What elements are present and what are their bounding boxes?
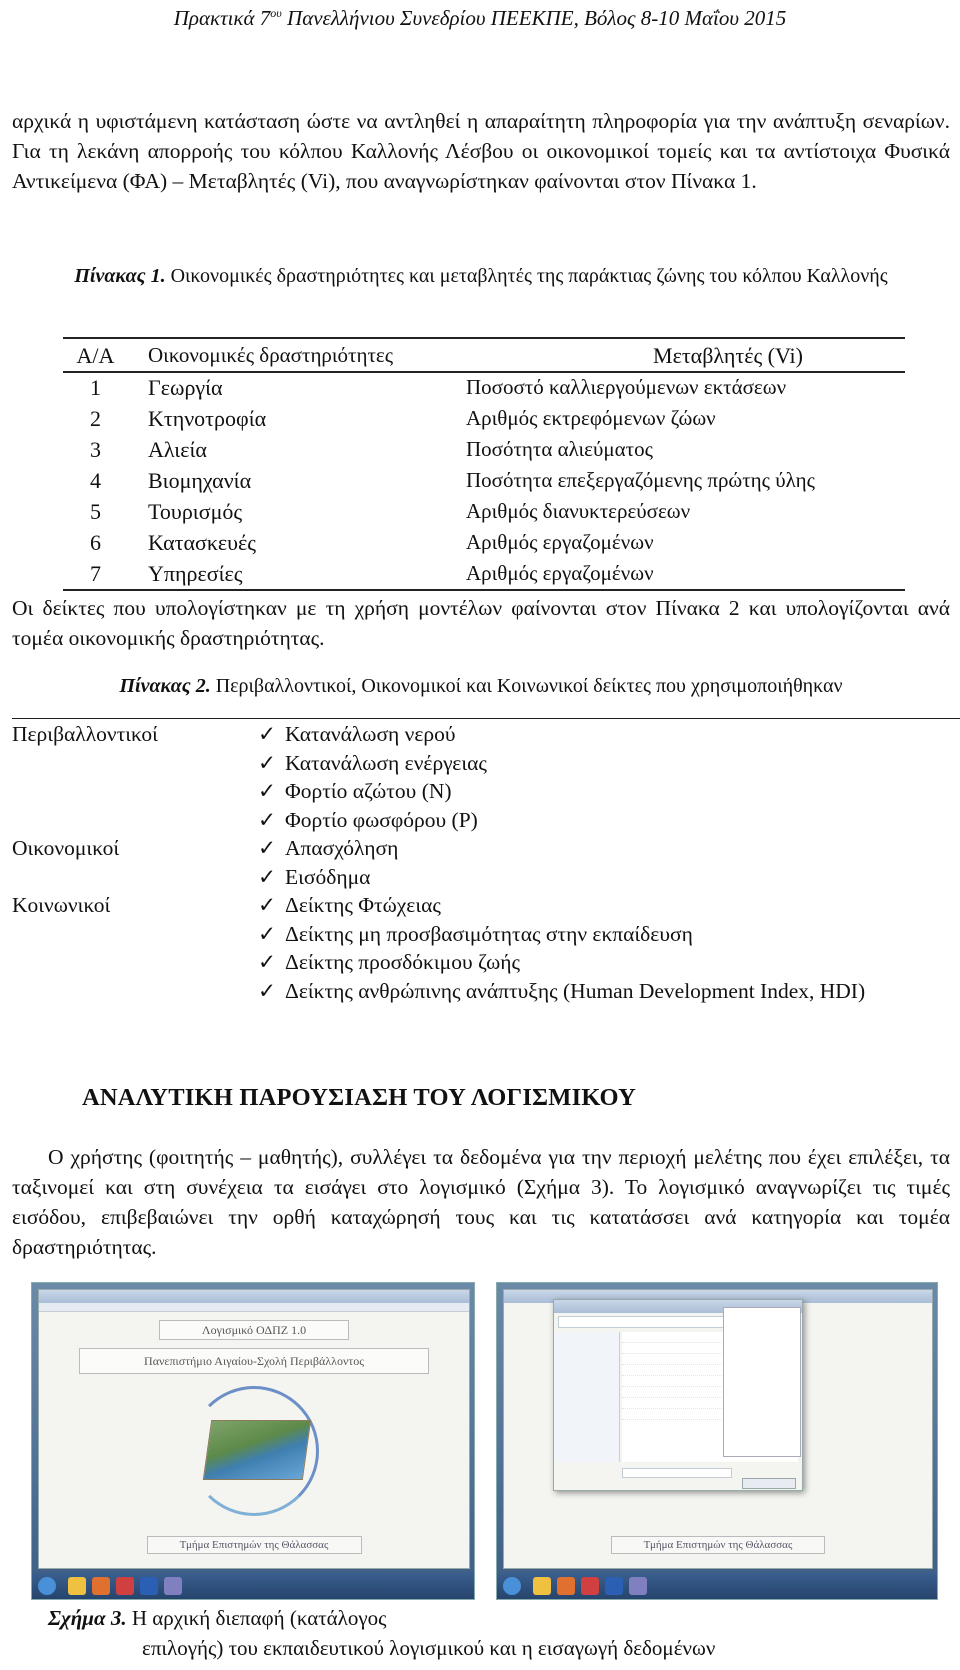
taskbar bbox=[497, 1573, 937, 1599]
indicator-item: Δείκτης Φτώχειας bbox=[285, 893, 441, 917]
check-icon: ✓ bbox=[258, 893, 277, 917]
row-activity: Γεωργία bbox=[148, 375, 223, 400]
indicator-item: Φορτίο αζώτου (N) bbox=[285, 779, 452, 803]
header-text-rest: Πανελλήνιου Συνεδρίου ΠΕΕΚΠΕ, Βόλος 8-10 Μαΐου 2015 bbox=[281, 6, 787, 30]
row-variable: Αριθμός εκτρεφόμενων ζώων bbox=[466, 406, 716, 430]
table-row bbox=[63, 496, 903, 527]
table-row bbox=[63, 434, 903, 465]
row-variable: Ποσοστό καλλιεργούμενων εκτάσεων bbox=[466, 375, 787, 399]
window-menubar bbox=[39, 1303, 469, 1312]
folder-icon bbox=[68, 1577, 86, 1595]
indicator-item: Δείκτης μη προσβασιμότητας στην εκπαίδευση bbox=[285, 921, 693, 946]
row-index: 2 bbox=[90, 406, 101, 431]
media-icon bbox=[557, 1577, 575, 1595]
middle-paragraph: Οι δείκτες που υπολογίστηκαν με τη χρήση μοντέλων φαίνονται στον Πίνακα 2 και υπολογίζονται ανά τομέα οικονομικής δραστηριότητας. bbox=[12, 596, 950, 650]
row-activity: Κτηνοτροφία bbox=[148, 406, 267, 431]
table2-top-rule bbox=[12, 718, 960, 719]
table2-caption-label: Πίνακας 2. bbox=[119, 675, 211, 697]
category-economic: Οικονομικοί bbox=[12, 836, 120, 860]
table2-caption-text: Περιβαλλοντικοί, Οικονομικοί και Κοινωνικοί δείκτες που χρησιμοποιήθηκαν bbox=[210, 675, 843, 697]
app-icon-2 bbox=[164, 1577, 182, 1595]
list-item bbox=[12, 863, 950, 892]
indicator-item: Εισόδημα bbox=[285, 864, 371, 889]
folder-icon bbox=[533, 1577, 551, 1595]
table-row bbox=[63, 558, 903, 589]
check-icon: ✓ bbox=[258, 779, 277, 803]
row-index: 5 bbox=[90, 499, 101, 524]
university-box bbox=[79, 1348, 429, 1374]
row-index: 3 bbox=[90, 437, 101, 462]
row-index: 6 bbox=[90, 530, 101, 555]
section-heading: ΑΝΑΛΥΤΙΚΗ ΠΑΡΟΥΣΙΑΣΗ ΤΟΥ ΛΟΓΙΣΜΙΚΟΥ bbox=[82, 1084, 637, 1111]
start-button-icon bbox=[38, 1577, 56, 1595]
indicator-item: Δείκτης ανθρώπινης ανάπτυξης (Human Development Index, HDI) bbox=[285, 978, 866, 1003]
row-activity: Τουρισμός bbox=[148, 499, 243, 524]
list-item bbox=[12, 948, 950, 977]
row-variable: Ποσότητα επεξεργαζόμενης πρώτης ύλης bbox=[466, 468, 815, 492]
table1-caption bbox=[12, 262, 950, 290]
start-button-icon bbox=[503, 1577, 521, 1595]
indicator-item: Απασχόληση bbox=[285, 836, 399, 860]
table1-header-row bbox=[63, 340, 903, 371]
app-icon bbox=[116, 1577, 134, 1595]
check-icon: ✓ bbox=[258, 921, 277, 946]
table1 bbox=[63, 340, 903, 371]
dialog-sidebar[interactable] bbox=[554, 1332, 620, 1462]
indicator-item: Φορτίο φωσφόρου (P) bbox=[285, 807, 478, 832]
figure3-caption-line1 bbox=[48, 1604, 386, 1632]
app-icon-2 bbox=[629, 1577, 647, 1595]
row-activity: Υπηρεσίες bbox=[148, 561, 243, 586]
word-icon bbox=[140, 1577, 158, 1595]
category-environmental: Περιβαλλοντικοί bbox=[12, 722, 158, 746]
table1-caption-label: Πίνακας 1. bbox=[74, 265, 166, 287]
check-icon: ✓ bbox=[258, 836, 277, 860]
row-activity: Κατασκευές bbox=[148, 530, 256, 555]
check-icon: ✓ bbox=[258, 807, 277, 832]
indicator-item: Δείκτης προσδόκιμου ζωής bbox=[285, 950, 520, 974]
indicator-item: Κατανάλωση νερού bbox=[285, 722, 456, 746]
table-row bbox=[63, 372, 903, 403]
list-item bbox=[12, 891, 950, 920]
data-file-preview bbox=[723, 1307, 801, 1457]
table2-caption bbox=[12, 672, 950, 700]
app-name-box bbox=[159, 1320, 349, 1340]
row-variable: Αριθμός διανυκτερεύσεων bbox=[466, 499, 691, 523]
screenshot-software-start bbox=[31, 1282, 475, 1600]
row-variable: Αριθμός εργαζομένων bbox=[466, 561, 654, 585]
figure3-caption-line2: επιλογής) του εκπαιδευτικού λογισμικού και η εισαγωγή δεδομένων bbox=[142, 1636, 716, 1660]
figure3-label: Σχήμα 3. bbox=[48, 1606, 127, 1630]
check-icon: ✓ bbox=[258, 722, 277, 746]
table1-body bbox=[63, 372, 903, 589]
list-item bbox=[12, 806, 950, 835]
check-icon: ✓ bbox=[258, 950, 277, 974]
table1-bottom-rule bbox=[63, 589, 905, 591]
dialog-filename-input[interactable] bbox=[622, 1468, 732, 1478]
list-item bbox=[12, 977, 950, 1033]
row-index: 1 bbox=[90, 375, 101, 400]
check-icon: ✓ bbox=[258, 864, 277, 889]
list-item bbox=[12, 720, 950, 749]
row-activity: Αλιεία bbox=[148, 437, 207, 462]
table1-caption-text: Οικονομικές δραστηριότητες και μεταβλητές της παράκτιας ζώνης του κόλπου Καλλονής bbox=[165, 265, 888, 287]
app-window bbox=[38, 1289, 470, 1569]
dialog-open-button[interactable] bbox=[742, 1478, 796, 1489]
app-icon bbox=[581, 1577, 599, 1595]
window-titlebar bbox=[39, 1290, 469, 1303]
row-activity: Βιομηχανία bbox=[148, 468, 252, 493]
table1-header-index: Α/Α bbox=[76, 343, 115, 368]
header-text: Πρακτικά 7 bbox=[173, 6, 271, 30]
table-row bbox=[63, 527, 903, 558]
figure3-text: Η αρχική διεπαφή (κατάλογος bbox=[126, 1606, 387, 1630]
taskbar bbox=[32, 1573, 474, 1599]
university-name: Πανεπιστήμιο Αιγαίου-Σχολή Περιβάλλοντος bbox=[144, 1354, 364, 1368]
row-variable: Αριθμός εργαζομένων bbox=[466, 530, 654, 554]
table-row bbox=[63, 403, 903, 434]
landscape-illustration bbox=[203, 1420, 311, 1480]
row-index: 4 bbox=[90, 468, 101, 493]
list-item bbox=[12, 834, 950, 863]
check-icon: ✓ bbox=[258, 978, 277, 1003]
media-icon bbox=[92, 1577, 110, 1595]
table1-header-variable: Μεταβλητές (Vi) bbox=[653, 343, 803, 368]
app-name: Λογισμικό ΟΔΠΖ 1.0 bbox=[201, 1323, 307, 1337]
list-item bbox=[12, 749, 950, 778]
word-icon bbox=[605, 1577, 623, 1595]
table1-header-activity: Οικονομικές δραστηριότητες bbox=[148, 343, 394, 367]
screenshot-data-import bbox=[496, 1282, 938, 1600]
running-header bbox=[0, 0, 960, 31]
table1-top-rule bbox=[63, 337, 905, 339]
list-item bbox=[12, 920, 950, 949]
list-item bbox=[12, 777, 950, 806]
table2 bbox=[12, 720, 950, 1033]
category-social: Κοινωνικοί bbox=[12, 893, 111, 917]
row-index: 7 bbox=[90, 561, 101, 586]
header-superscript: ου bbox=[270, 6, 282, 20]
intro-paragraph: αρχικά η υφιστάμενη κατάσταση ώστε να αντληθεί η απαραίτητη πληροφορία για την ανάπτυξη σεναρίων. Για τη λεκάνη απορροής του κόλπου Καλλονής Λέσβου οι οικονομικοί τομείς και τα αντίστοιχα Φυσικά Αντικείμενα (ΦΑ) – Μεταβλητές (Vi), που αναγνωρίστηκαν φαίνονται στον Πίνακα 1. bbox=[12, 109, 950, 193]
body-paragraph: Ο χρήστης (φοιτητής – μαθητής), συλλέγει τα δεδομένα για την περιοχή μελέτης που έχει επιλέξει, τα ταξινομεί και στη συνέχεια τα εισάγει στο λογισμικό (Σχήμα 3). Το λογισμικό αναγνωρίζει τις τιμές εισόδου, επιβεβαιώνει την ορθή καταχώρησή τους και τις κατατάσσει ανά κατηγορία και τομέα δραστηριότητας. bbox=[12, 1145, 950, 1259]
row-variable: Ποσότητα αλιεύματος bbox=[466, 437, 653, 461]
indicator-item: Κατανάλωση ενέργειας bbox=[285, 750, 487, 775]
department-label: Τμήμα Επιστημών της Θάλασσας bbox=[147, 1536, 362, 1554]
check-icon: ✓ bbox=[258, 750, 277, 775]
department-label: Τμήμα Επιστημών της Θάλασσας bbox=[611, 1536, 825, 1554]
table-row bbox=[63, 465, 903, 496]
